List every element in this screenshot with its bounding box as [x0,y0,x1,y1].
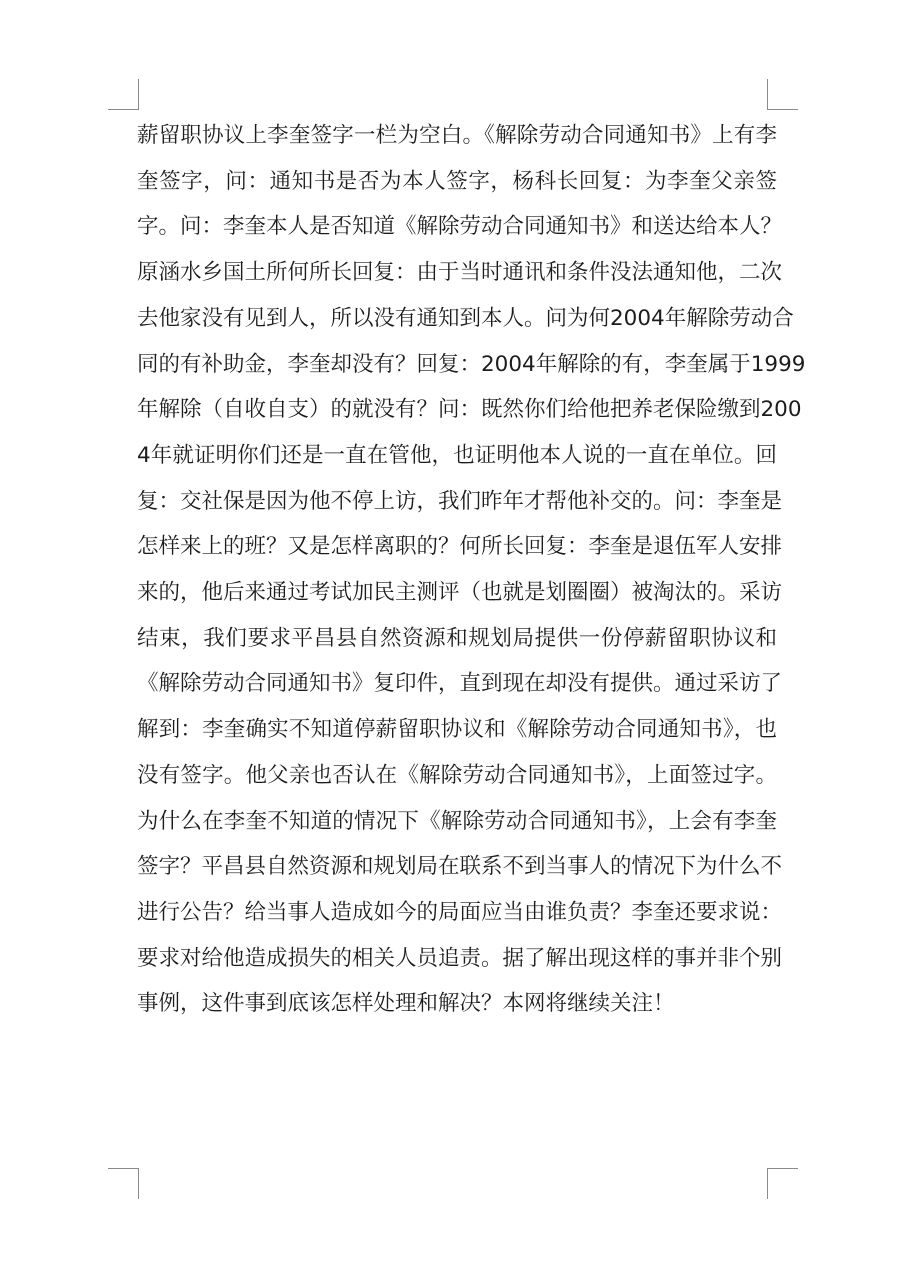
text-line: 来的，他后来通过考试加民主测评（也就是划圈圈）被淘汰的。采访 [137,580,783,606]
text-line: 进行公告？给当事人造成如今的局面应当由谁负责？李奎还要求说： [137,899,783,925]
text-line: 没有签字。他父亲也否认在《解除劳动合同通知书》，上面签过字。 [137,762,777,788]
text-line: 为什么在李奎不知道的情况下《解除劳动合同通知书》，上会有李奎 [137,808,777,834]
text-line: 原涵水乡国土所何所长回复：由于当时通讯和条件没法通知他，二次 [137,260,783,286]
text-line: 解到：李奎确实不知道停薪留职协议和《解除劳动合同通知书》，也 [137,717,777,743]
text-line: 字。问：李奎本人是否知道《解除劳动合同通知书》和送达给本人？ [137,214,783,240]
text-line: 签字？平昌县自然资源和规划局在联系不到当事人的情况下为什么不 [137,854,783,880]
text-line: 年解除（自收自支）的就没有？问：既然你们给他把养老保险缴到200 [137,397,802,423]
body-paragraph [137,113,806,1027]
text-line: 怎样来上的班？又是怎样离职的？何所长回复：李奎是退伍军人安排 [137,534,783,560]
text-line: 《解除劳动合同通知书》复印件，直到现在却没有提供。通过采访了 [137,671,783,697]
text-line: 要求对给他造成损失的相关人员追责。据了解出现这样的事并非个别 [137,945,783,971]
text-line: 同的有补助金，李奎却没有？回复：2004年解除的有，李奎属于1999 [137,351,806,377]
text-line: 薪留职协议上李奎签字一栏为空白。《解除劳动合同通知书》上有李 [137,123,777,148]
bottom-left-margin-mark [108,1168,139,1199]
bottom-right-margin-mark [767,1168,798,1199]
top-left-margin-mark [108,79,139,110]
text-line: 去他家没有见到人，所以没有通知到本人。问为何2004年解除劳动合 [137,305,794,331]
text-line: 结束，我们要求平昌县自然资源和规划局提供一份停薪留职协议和 [137,625,777,651]
top-right-margin-mark [767,79,798,110]
text-line: 4年就证明你们还是一直在管他，也证明他本人说的一直在单位。回 [137,442,777,468]
text-line: 事例，这件事到底该怎样处理和解决？本网将继续关注！ [137,991,675,1017]
text-line: 奎签字，问：通知书是否为本人签字，杨科长回复：为李奎父亲签 [137,168,777,194]
text-line: 复：交社保是因为他不停上访，我们昨年才帮他补交的。问：李奎是 [137,488,783,514]
